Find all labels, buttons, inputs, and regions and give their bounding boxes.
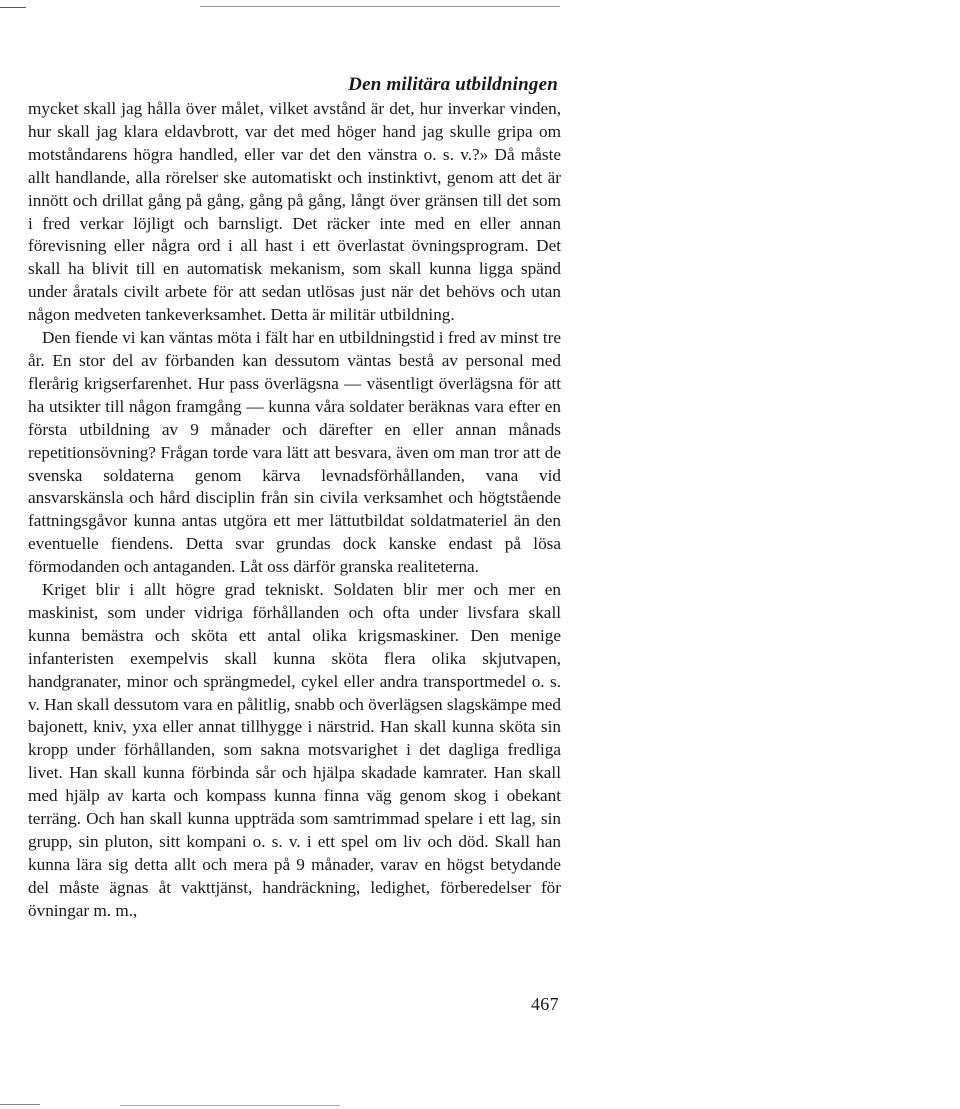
- scan-edge-bottom-left: [0, 1104, 40, 1105]
- paragraph-1: mycket skall jag hålla över målet, vilket avstånd är det, hur inverkar vinden, hur skall jag klara eldavbrott, var det med höger hand jag skulle gripa om motståndarens högra handled, eller var det den vänstra o. s. v.?» Då måste allt handlande, alla rörelser ske automatiskt och instinktivt, genom att det är innött och drillat gång på gång, gång på gång, långt över gränsen till det som i fred verkar löjligt och barnsligt. Det räcker inte med en eller annan förevisning eller några ord i all hast i ett överlastat övningsprogram. Det skall ha blivit till en automatisk mekanism, som skall kunna ligga spänd under åratals civilt arbete för att sedan utlösas just när det behövs och utan någon medveten tankeverksamhet. Detta är militär utbildning.: [28, 99, 561, 325]
- scan-edge-top-left: [0, 7, 26, 8]
- scan-edge-top: [200, 6, 560, 7]
- paragraph-2: Den fiende vi kan väntas möta i fält har en utbildningstid i fred av minst tre år. En stor del av förbanden kan dessutom väntas bestå av personal med flerårig krigserfarenhet. Hur pass överlägsna — väsentligt överlägsna för att ha utsikter till någon framgång — kunna våra soldater beräknas vara efter en första utbildning av 9 månader och därefter en eller annan månads repetitionsövning? Frågan torde vara lätt att besvara, även om man tror att de svenska soldaterna genom kärva levnadsförhållanden, vana vid ansvarskänsla och hård disciplin från sin civila verksamhet och högtstående fattningsgåvor kunna antas utgöra ett mer lättutbildat soldatmateriel än den eventuelle fiendens. Detta svar grundas dock kanske endast på lösa förmodanden och antaganden. Låt oss därför granska realiteterna.: [28, 328, 561, 577]
- scan-edge-bottom: [120, 1105, 340, 1106]
- page-number: 467: [531, 994, 559, 1014]
- running-head: Den militära utbildningen: [348, 74, 558, 95]
- body-text: [28, 98, 561, 923]
- paragraph-3: Kriget blir i allt högre grad tekniskt. Soldaten blir mer och mer en maskinist, som under vidriga förhållanden och ofta under livsfara skall kunna bemästra och sköta ett antal olika krigsmaskiner. Den menige infanteristen exempelvis skall kunna sköta flera olika skjutvapen, handgranater, minor och sprängmedel, cykel eller andra transportmedel o. s. v. Han skall dessutom vara en pålitlig, snabb och överlägsen slagskämpe med bajonett, kniv, yxa eller annat tillhygge i närstrid. Han skall kunna sköta sin kropp under förhållanden, som sakna motsvarighet i det dagliga fredliga livet. Han skall kunna förbinda sår och hjälpa skadade kamrater. Han skall med hjälp av karta och kompass kunna finna väg genom skog i obekant terräng. Och han skall kunna uppträda som samtrimmad spelare i ett lag, sin grupp, sin pluton, sitt kompani o. s. v. i ett spel om liv och död. Skall han kunna lära sig detta allt och mera på 9 månader, varav en högst betydande del måste ägnas åt vakttjänst, handräckning, ledighet, förberedelser för övningar m. m.,: [28, 580, 561, 920]
